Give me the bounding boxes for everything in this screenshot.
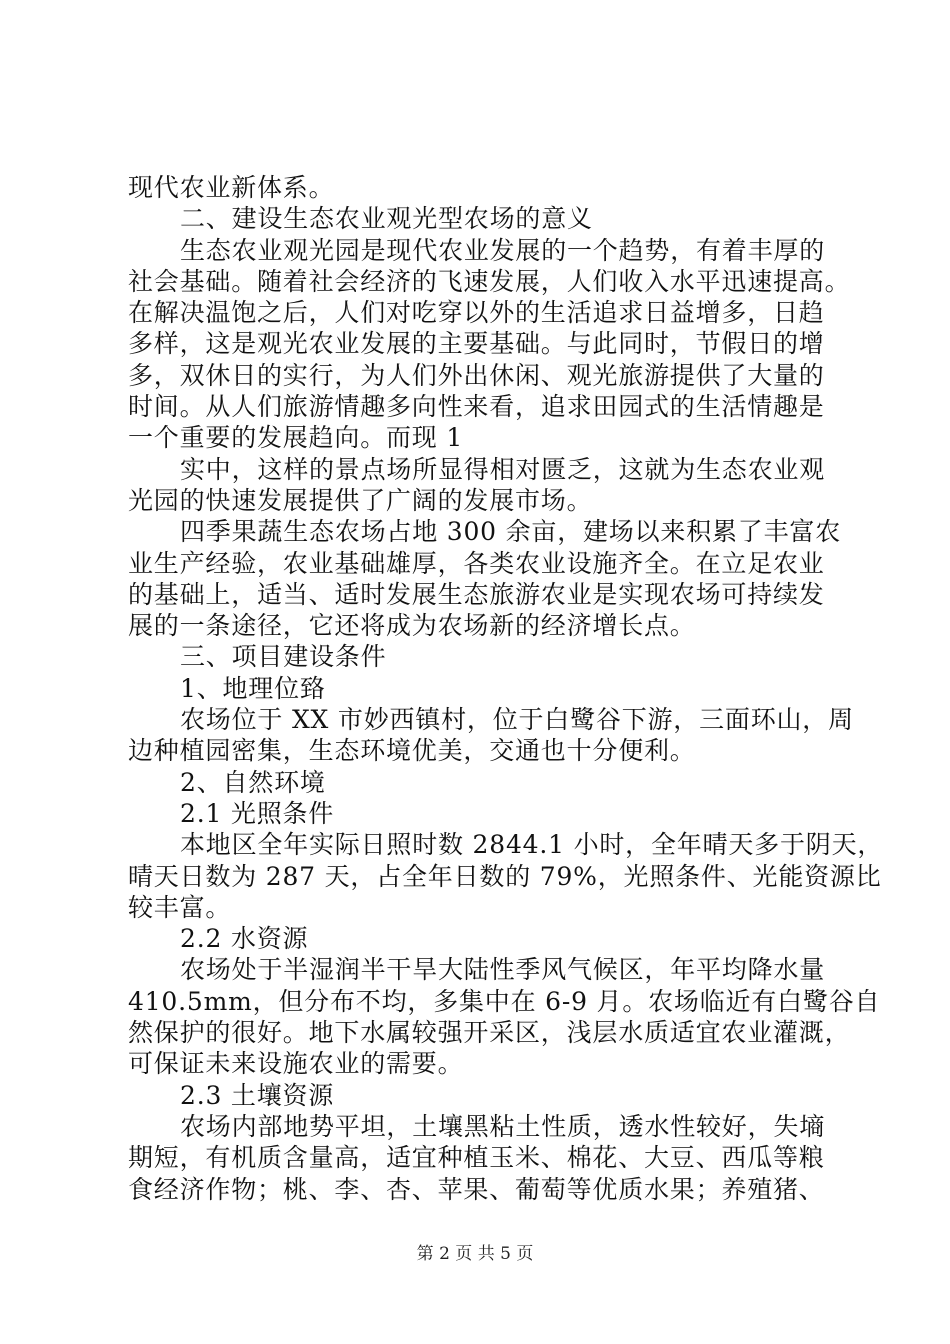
- subsection-heading: 1、地理位臵: [180, 673, 326, 703]
- text-line: 的基础上，适当、适时发展生态旅游农业是实现农场可持续发: [128, 579, 825, 609]
- text-line: 社会基础。随着社会经济的飞速发展，人们收入水平迅速提高。: [128, 266, 851, 296]
- text-line: 食经济作物；桃、李、杏、苹果、葡萄等优质水果；养殖猪、: [128, 1174, 825, 1204]
- text-line: 四季果蔬生态农场占地 300 余亩，建场以来积累了丰富农: [180, 517, 842, 547]
- text-line: 然保护的很好。地下水属较强开采区，浅层水质适宜农业灌溉，: [128, 1018, 851, 1048]
- text-line: 业生产经验，农业基础雄厚，各类农业设施齐全。在立足农业: [128, 548, 825, 578]
- text-line: 农场位于 XX 市妙西镇村，位于白鹭谷下游，三面环山，周: [180, 705, 854, 735]
- text-line: 多，双休日的实行，为人们外出休闲、观光旅游提供了大量的: [128, 360, 825, 390]
- text-line: 展的一条途径，它还将成为农场新的经济增长点。: [128, 611, 696, 641]
- text-line: 实中，这样的景点场所显得相对匮乏，这就为生态农业观: [180, 454, 826, 484]
- text-line: 本地区全年实际日照时数 2844.1 小时，全年晴天多于阴天，: [180, 830, 884, 860]
- subsection-heading: 2.3 土壤资源: [180, 1080, 335, 1110]
- text-line: 可保证未来设施农业的需要。: [128, 1049, 464, 1079]
- text-line: 在解决温饱之后，人们对吃穿以外的生活追求日益增多，日趋: [128, 298, 825, 328]
- subsection-heading: 2.1 光照条件: [180, 798, 335, 828]
- page-number-footer: 第 2 页 共 5 页: [416, 1244, 534, 1264]
- text-line: 农场内部地势平坦，土壤黑粘土性质，透水性较好，失墒: [180, 1111, 826, 1141]
- text-line: 农场处于半湿润半干旱大陆性季风气候区，年平均降水量: [180, 955, 826, 985]
- text-line: 现代农业新体系。: [128, 173, 335, 202]
- document-body: [128, 172, 884, 1205]
- section-heading: 三、项目建设条件: [180, 642, 387, 672]
- text-line: 时间。从人们旅游情趣多向性来看，追求田园式的生活情趣是: [128, 392, 825, 422]
- text-line: 多样，这是观光农业发展的主要基础。与此同时，节假日的增: [128, 329, 825, 359]
- text-line: 生态农业观光园是现代农业发展的一个趋势，有着丰厚的: [180, 235, 826, 265]
- text-line: 较丰富。: [128, 892, 232, 922]
- text-line: 边种植园密集，生态环境优美，交通也十分便利。: [128, 736, 696, 766]
- text-line: 晴天日数为 287 天，占全年日数的 79%，光照条件、光能资源比: [128, 861, 882, 891]
- text-line: 一个重要的发展趋向。而现 1: [128, 423, 464, 453]
- subsection-heading: 2.2 水资源: [180, 924, 309, 954]
- text-line: 光园的快速发展提供了广阔的发展市场。: [128, 485, 593, 515]
- section-heading: 二、建设生态农业观光型农场的意义: [180, 204, 593, 234]
- subsection-heading: 2、自然环境: [180, 767, 326, 797]
- text-line: 410.5mm，但分布不均，多集中在 6-9 月。农场临近有白鹭谷自: [128, 986, 881, 1016]
- text-line: 期短，有机质含量高，适宜种植玉米、棉花、大豆、西瓜等粮: [128, 1143, 825, 1173]
